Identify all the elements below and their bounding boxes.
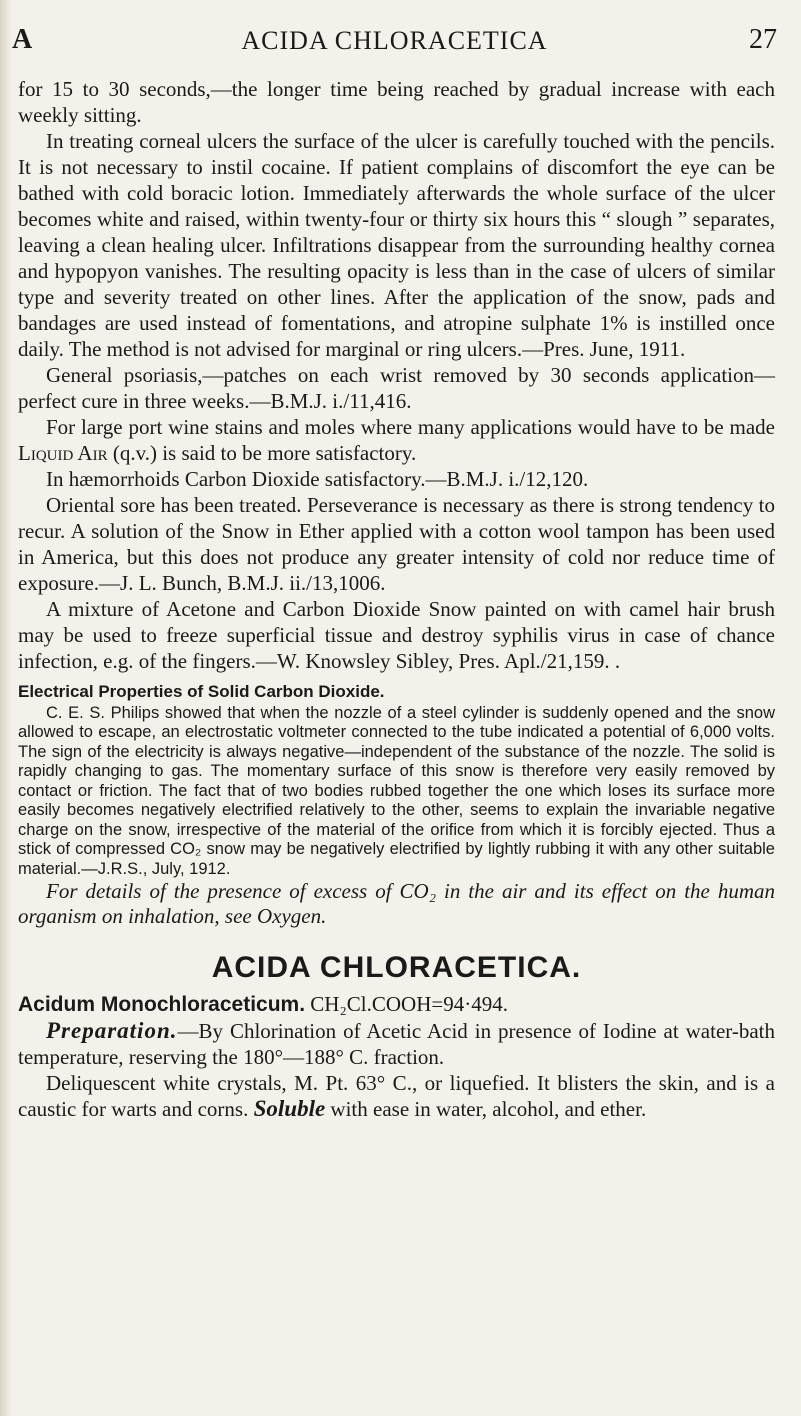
header-title: ACIDA CHLORACETICA: [241, 26, 548, 55]
description-text-a: Deliquescent white crystals, M. Pt. 63° C., or liquefied. It blisters the skin, and is a caustic for warts and corns.: [18, 1071, 775, 1121]
description-paragraph: [18, 1070, 775, 1122]
chemical-formula: CH₂Cl.COOH=94·494.: [305, 992, 508, 1016]
formula-line: [18, 991, 775, 1018]
soluble-label: Soluble: [253, 1096, 326, 1121]
running-header: [12, 24, 777, 60]
description-text-b: with ease in water, alcohol, and ether.: [325, 1097, 647, 1121]
section-heading: ACIDA CHLORACETICA.: [211, 951, 582, 984]
preparation-label: Preparation.: [46, 1018, 178, 1043]
liquid-air-reference: Liquid Air: [18, 441, 108, 465]
paragraph-psoriasis: General psoriasis,—patches on each wrist removed by 30 seconds application—perfect cure in three weeks.—B.M.J. i./11,416.: [18, 363, 775, 413]
paragraph-port-wine-stains: [18, 414, 775, 466]
page-gutter: [0, 0, 12, 1416]
formula-lead: Acidum Monochloraceticum.: [18, 993, 306, 1016]
paragraph-acetone-mixture: A mixture of Acetone and Carbon Dioxide Snow painted on with camel hair brush may be used to freeze superficial tissue and destroy syphilis virus in case of chance infection, e.g. of the fingers.—W. Knowsley Sibley, Pres. Apl./21,159. .: [18, 597, 775, 673]
header-section-letter: A: [12, 24, 33, 55]
paragraph-continuation: for 15 to 30 seconds,—the longer time being reached by gradual increase with each weekly sitting.: [18, 77, 775, 127]
oxygen-cross-reference: For details of the presence of excess of CO₂ in the air and its effect on the human organism on inhalation, see Oxygen.: [18, 879, 775, 928]
electrical-properties-text: C. E. S. Philips showed that when the nozzle of a steel cylinder is suddenly opened and the snow allowed to escape, an electrostatic voltmeter connected to the tube indicated a potential of 6,000 volts. The sign of the electricity is always negative—independent of the substance of the nozzle. The solid is rapidly changing to gas. The momentary surface of this snow is therefore very easily removed by contact or friction. The fact that of two bodies rubbed together the one which loses its surface more easily becomes negatively electrified relatively to the other, seems to explain the invariable negative charge on the snow, irrespective of the material of the orifice from which it is forcibly ejected. Thus a stick of compressed CO₂ snow may be negatively electrified by lightly rubbing it with any other suitable material.—J.R.S., July, 1912.: [18, 703, 775, 878]
electrical-properties-title: Electrical Properties of Solid Carbon Dioxide.: [18, 682, 385, 701]
preparation-paragraph: [18, 1018, 775, 1070]
port-wine-text-a: For large port wine stains and moles where many applications would have to be made: [46, 415, 775, 439]
port-wine-text-b: (q.v.) is said to be more satisfactory.: [107, 441, 417, 465]
paragraph-corneal-ulcers: In treating corneal ulcers the surface of the ulcer is carefully touched with the pencils. It is not necessary to instil cocaine. If patient complains of discomfort the eye can be bathed with cold boracic lotion. Immediately afterwards the whole surface of the ulcer becomes white and raised, within twenty-four or thirty six hours this “ slough ” separates, leaving a clean healing ulcer. Infiltrations disappear from the surrounding healthy cornea and hypopyon vanishes. The resulting opacity is less than in the case of ulcers of similar type and severity treated on other lines. After the application of the snow, pads and bandages are used instead of fomentations, and atropine sulphate 1% is instilled once daily. The method is not advised for marginal or ring ulcers.—Pres. June, 1911.: [18, 129, 775, 361]
preparation-text: —By Chlorination of Acetic Acid in presence of Iodine at water-bath temperature, reserving the 180°—188° C. fraction.: [18, 1019, 775, 1069]
page-number: 27: [749, 24, 777, 55]
page-body: [18, 76, 775, 1122]
electrical-properties-block: [18, 682, 775, 879]
paragraph-haemorrhoids: In hæmorrhoids Carbon Dioxide satisfactory.—B.M.J. i./12,120.: [46, 467, 589, 491]
paragraph-oriental-sore: Oriental sore has been treated. Perseverance is necessary as there is strong tendency to recur. A solution of the Snow in Ether applied with a cotton wool tampon has been used in America, but this does not produce any greater intensity of cold nor reduce time of exposure.—J. L. Bunch, B.M.J. ii./13,1006.: [18, 493, 775, 595]
